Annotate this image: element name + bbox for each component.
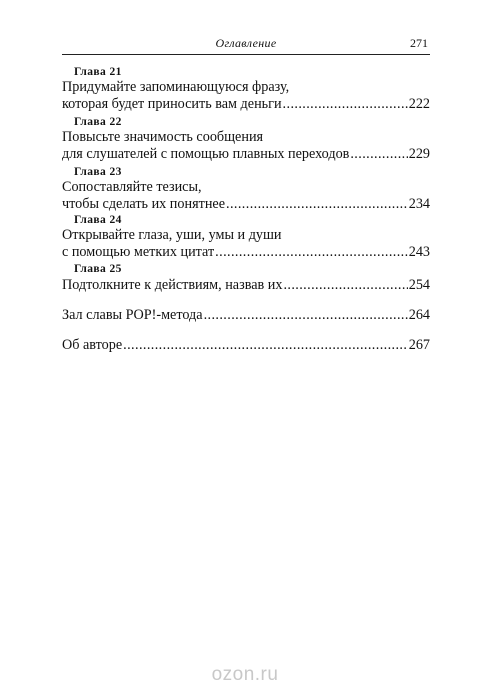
toc-line: Сопоставляйте тезисы,: [62, 179, 202, 195]
leader-dots: [226, 195, 408, 213]
toc-entry: [62, 195, 430, 213]
toc-entry: [62, 306, 430, 324]
chapter-label: Глава 22: [74, 116, 122, 128]
leader-dots: [283, 95, 408, 113]
chapter-label: Глава 24: [74, 214, 122, 226]
toc-page: 254: [408, 277, 430, 293]
toc-line: Придумайте запоминающуюся фразу,: [62, 79, 290, 95]
toc-line: Повысьте значимость сообщения: [62, 129, 264, 145]
header-title: Оглавление: [215, 36, 277, 50]
toc-line: Зал славы POP!-метода: [62, 307, 203, 323]
running-header: [62, 36, 430, 54]
toc-line: Об авторе: [62, 337, 123, 353]
header-rule: [62, 54, 430, 55]
toc-line: Подтолкните к действиям, назвав их: [62, 277, 283, 293]
page-number: 271: [410, 36, 428, 50]
toc-line: с помощью метких цитат: [62, 244, 215, 260]
toc-line: чтобы сделать их понятнее: [62, 196, 226, 212]
toc-page: 234: [408, 196, 430, 212]
leader-dots: [350, 145, 407, 163]
toc-entry: [62, 243, 430, 261]
toc-page: 243: [408, 244, 430, 260]
leader-dots: [215, 243, 408, 261]
toc-entry: [62, 336, 430, 354]
toc-page: 222: [408, 96, 430, 112]
watermark: ozon.ru: [211, 664, 279, 685]
chapter-label: Глава 23: [74, 166, 122, 178]
toc-line: Открывайте глаза, уши, умы и души: [62, 227, 282, 243]
leader-dots: [123, 336, 408, 354]
leader-dots: [283, 276, 407, 294]
toc-page: 264: [408, 307, 430, 323]
toc-entry: [62, 145, 430, 163]
toc-page: 229: [408, 146, 430, 162]
chapter-label: Глава 21: [74, 66, 122, 78]
toc-page: 267: [408, 337, 430, 353]
toc-line: для слушателей с помощью плавных переходов: [62, 146, 350, 162]
chapter-label: Глава 25: [74, 263, 122, 275]
leader-dots: [204, 306, 408, 324]
toc-line: которая будет приносить вам деньги: [62, 96, 282, 112]
toc-entry: [62, 276, 430, 294]
toc-entry: [62, 95, 430, 113]
